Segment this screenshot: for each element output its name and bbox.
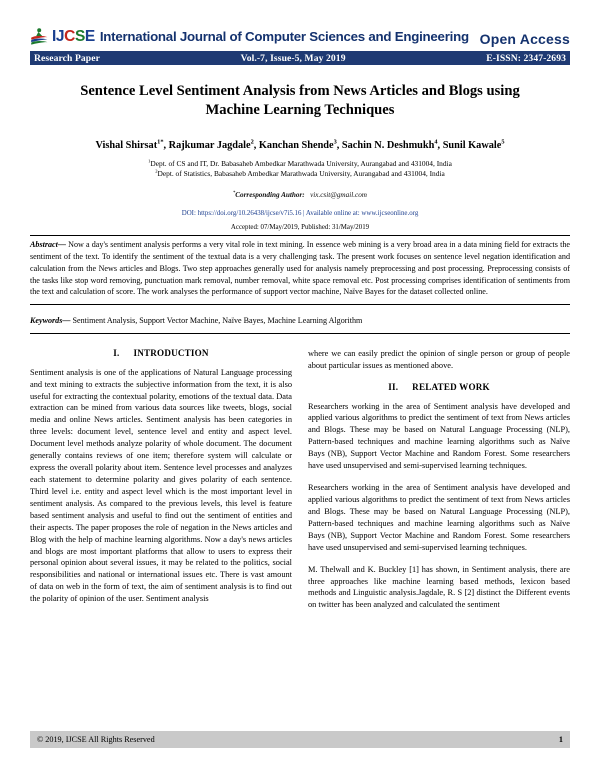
right-column bbox=[308, 348, 570, 612]
copyright-text: © 2019, IJCSE All Rights Reserved bbox=[37, 735, 155, 744]
section-title-2: RELATED WORK bbox=[412, 381, 490, 392]
acronym-letter-j: J bbox=[55, 27, 65, 45]
acronym-letter-i: I bbox=[52, 27, 56, 45]
abstract-block bbox=[30, 239, 570, 300]
volume-issue-label: Vol.-7, Issue-5, May 2019 bbox=[240, 52, 346, 64]
abstract-top-rule bbox=[30, 235, 570, 236]
paragraph: M. Thelwall and K. Buckley [1] has shown, in Sentiment analysis, there are three approaches like machine learning based methods, lexicon based methods and Linguistic analysis.Jagdale, R. S [2] distinct the Different events on twitter has been analyzed and calculated the sentiment bbox=[308, 564, 570, 610]
open-access-badge: Open Access bbox=[479, 31, 570, 47]
keywords-text: Sentiment Analysis, Support Vector Machine, Naïve Bayes, Machine Learning Algorithm bbox=[70, 315, 363, 325]
article-type-label: Research Paper bbox=[34, 52, 100, 64]
publication-dates: Accepted: 07/May/2019, Published: 31/May/2019 bbox=[230, 224, 370, 232]
body-columns bbox=[30, 348, 570, 612]
corresponding-author-label: Corresponding Author: bbox=[235, 191, 305, 200]
corresponding-author-email[interactable]: vix.csit@gmail.com bbox=[310, 191, 367, 200]
eissn-label: E-ISSN: 2347-2693 bbox=[486, 52, 566, 64]
ijcse-acronym bbox=[52, 29, 95, 45]
paragraph: Researchers working in the area of Sentiment analysis have developed and applied various algorithms to predict the sentiment of text from News articles and Blogs. These may be based on Natural Language Processing (NLP), Pattern-based techniques and machine learning algorithms such as Naïve Bays (NB), Support Vector Machine and Random Forest. Some researchers have used unsupervised and semi-supervised learning techniques. bbox=[308, 401, 570, 471]
affiliation-1-text: Dept. of CS and IT, Dr. Babasaheb Ambedkar Marathwada University, Aurangabad and 431004, India bbox=[150, 158, 452, 168]
keywords-bottom-rule bbox=[30, 333, 570, 334]
section-heading-introduction bbox=[30, 348, 292, 358]
paragraph: Sentiment analysis is one of the applications of Natural Language processing and text mining to extracts the subjective information from the text, it is also useful for extracting the contextual polarity, emotions of the textual data. Data extraction can be mined from various data sources like tweets, blogs, social media and online News articles. Sentiment analysis has been categories in three levels: document level, sentence level and entity and aspect level. Document level methods analyze polarity of whole document. The document generally contains reviews of one item; therefore system will calculate or express the overall polarity about item. Sentence level processes and analyzes each statement to determine polarity and gives polarity of each sentence. Third level i.e. entity and aspect level which is the most important level in sentiment analysis. As compared to the previous levels, this level is feature based sentiment analysis and useful to find out the sentiment of entities and their aspects. The paper proposes the role of negation in the News articles and Blog with the help of machine learning algorithms. Now a day's news articles and blogs are most important platforms that allow to users to express their personal opinion about several issues, it may be related to the politics, social responsibilities and national or international issues etc. There is vast amount of data on web in the form of text, the aim of sentiment analysis is to find out the polarity of opinion of the user. Sentiment analysis bbox=[30, 367, 292, 604]
affiliation-1: $^1$Dept. of CS and IT, Dr. Babasaheb Ambedkar Marathwada University, Aurangabad and 431004, India bbox=[148, 158, 452, 168]
keywords-label: Keywords— bbox=[30, 315, 71, 325]
author-list: Vishal Shirsat$^{1*}$, Rajkumar Jagdale$^2$, Kanchan Shende$^3$, Sachin N. Deshmukh$^4$, Sunil Kawale$^5$ bbox=[95, 138, 505, 151]
section-heading-related-work bbox=[308, 382, 570, 392]
abstract-text: Now a day's sentiment analysis performs a very vital role in text mining. In essence web mining is a very broad area in a data mining field for extracts the sentiment of the text. To identify the sentiment of the textual data is a very challenging task. The present work focuses on sentence level negation identification and calculation from the News articles and Blogs. Two step approaches generally used for analysis namely preprocessing and post processing. Preprocessing consists of the tasks like stop word removing, punctuation mark removal, number removal, white space removal etc. Post processing comprises identification of sentiments from the text and calculation of score. The work analyses the performance of support vector machine, Naïve Bayes for the dataset collected online. bbox=[30, 240, 570, 297]
affiliation-2: $^2$Dept. of Statistics, Babasaheb Ambedkar Marathwada University, Aurangabad and 431004, India bbox=[155, 168, 445, 179]
abstract-label: Abstract— bbox=[30, 240, 66, 250]
left-column bbox=[30, 348, 292, 612]
section-number-2: II. bbox=[388, 381, 399, 392]
ijcse-wave-logo-icon bbox=[30, 27, 49, 46]
acronym-letter-e: E bbox=[84, 27, 95, 45]
corresponding-author: *Corresponding Author: vix.csit@gmail.com bbox=[233, 189, 367, 200]
acronym-letter-c: C bbox=[64, 27, 75, 45]
abstract-bottom-rule bbox=[30, 304, 570, 305]
section-title-1: INTRODUCTION bbox=[133, 347, 209, 358]
paragraph: Researchers working in the area of Sentiment analysis have developed and applied various algorithms to predict the sentiment of text from News articles and Blogs. These may be based on Natural Language Processing (NLP), Pattern-based techniques and machine learning algorithms such as Naïve Bays (NB), Support Vector Machine and Random Forest. Some researchers have used unsupervised and semi-supervised learning techniques. bbox=[308, 483, 570, 552]
keywords-block bbox=[30, 315, 570, 329]
doi-link[interactable]: DOI: https://doi.org/10.26438/ijcse/v7i5.16 | Available online at: www.ijcseonline.org bbox=[181, 210, 419, 218]
journal-title: International Journal of Computer Sciences and Engineering bbox=[99, 28, 469, 44]
paragraph: where we can easily predict the opinion of single person or group of people about particular issues as mentioned above. bbox=[308, 348, 570, 370]
page-number: 1 bbox=[558, 735, 563, 744]
journal-masthead bbox=[30, 0, 570, 46]
affiliation-list bbox=[30, 159, 570, 179]
page-footer bbox=[30, 731, 570, 748]
acronym-letter-s: S bbox=[74, 27, 85, 45]
page-title: Sentence Level Sentiment Analysis from News Articles and Blogs using Machine Learning Techniques bbox=[80, 83, 520, 119]
issue-banner bbox=[30, 51, 570, 65]
section-number-1: I. bbox=[113, 347, 120, 358]
masthead-brand bbox=[30, 27, 469, 46]
affiliation-2-text: Dept. of Statistics, Babasaheb Ambedkar Marathwada University, Aurangabad and 431004, India bbox=[157, 169, 445, 179]
